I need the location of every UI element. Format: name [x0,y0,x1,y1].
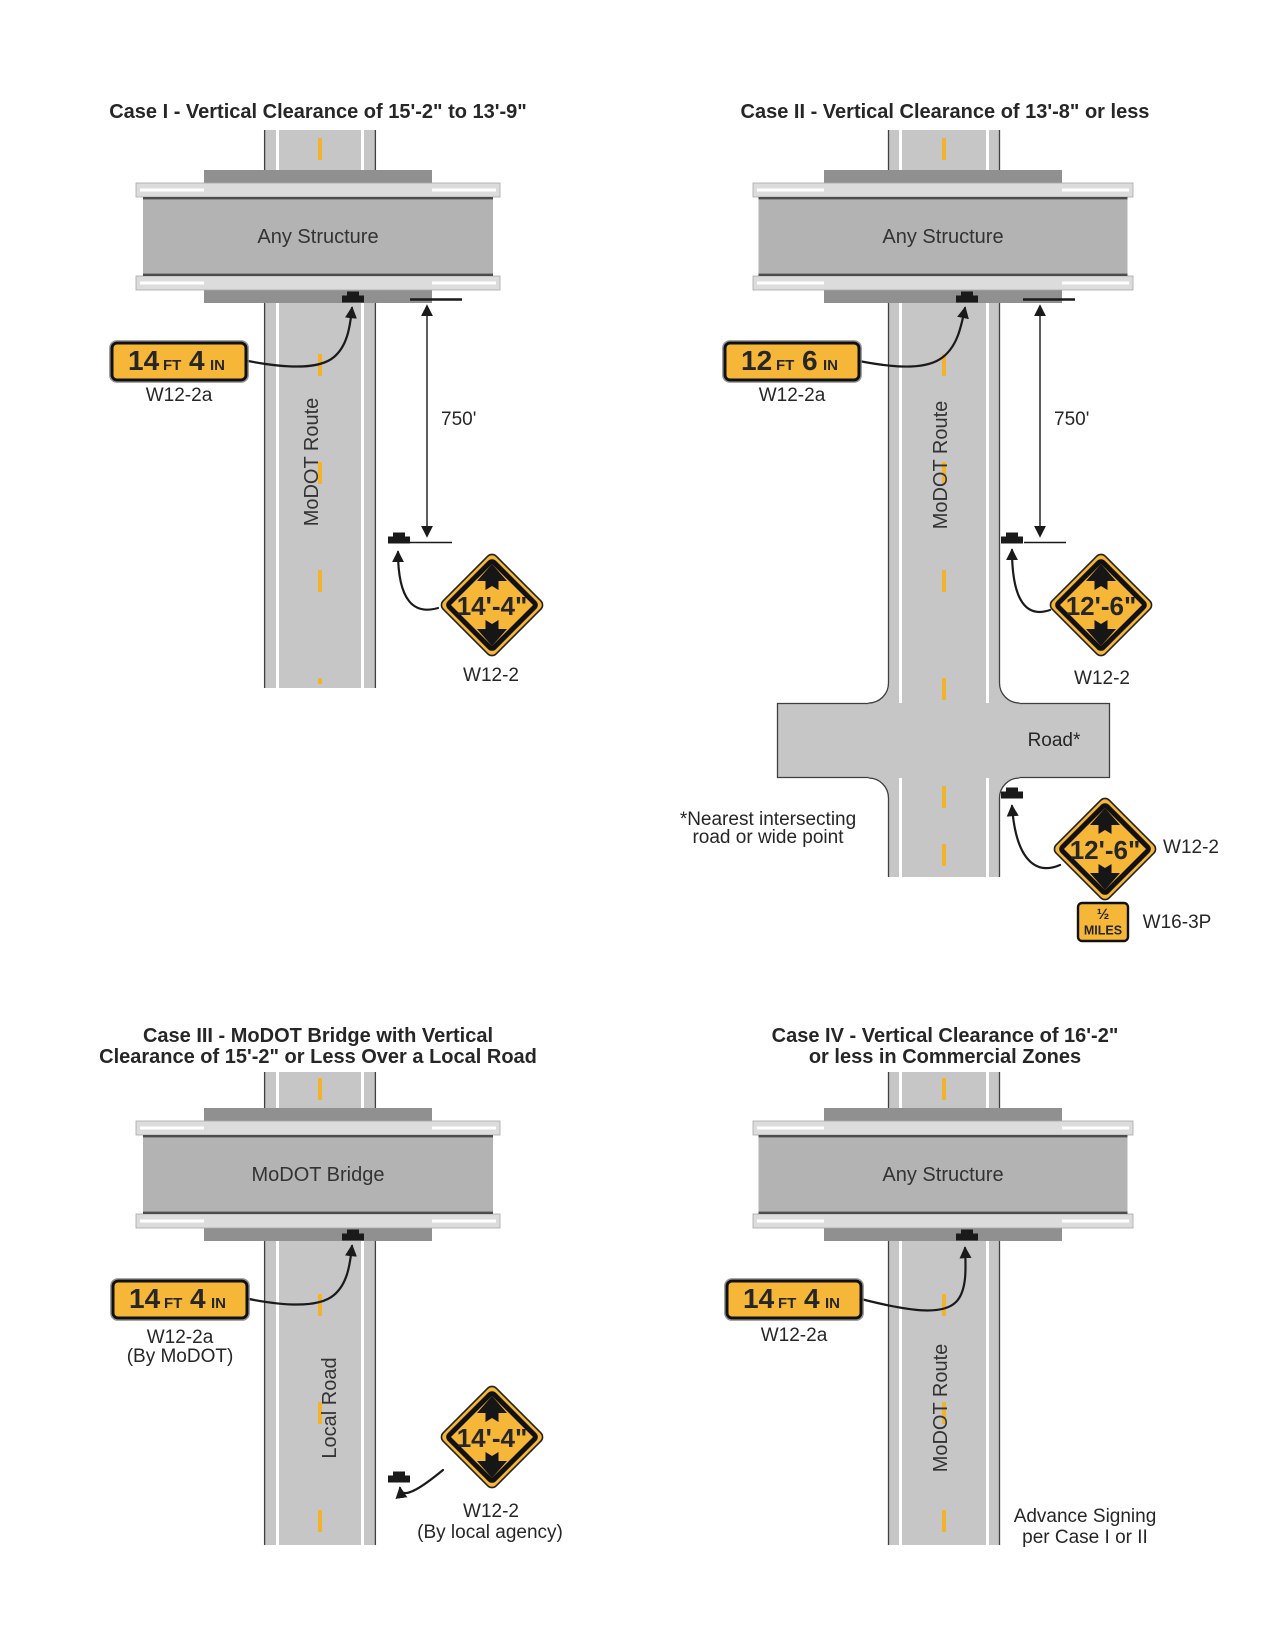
case-2-structure [753,170,1133,303]
plate-code-label: W12-2a [760,1325,828,1346]
footnote-line-1: *Nearest intersecting [679,809,857,830]
plaque-unit: MILES [1083,923,1123,938]
leader-arrow [1012,806,1060,868]
structure-label: Any Structure [882,1164,1004,1186]
diamond-code-label: W12-2 [463,1501,519,1522]
plate-code-label: W12-2a [146,1327,214,1348]
leader-arrow [1012,550,1050,612]
distance-dimension [1023,300,1089,543]
plaque-fraction: ½ [1096,906,1110,923]
case-1-title: Case I - Vertical Clearance of 15'-2" to 13'-9" [109,101,527,123]
w12-2-diamond-sign-2 [1052,796,1158,902]
advance-signing-note-1: Advance Signing [1013,1506,1157,1527]
w12-2-diamond-sign [439,552,545,658]
plate-code-label: W12-2a [145,385,213,406]
w12-2a-plate-sign [111,1279,249,1320]
plate-inches: 4 [189,345,205,376]
plate-ft-unit: FT [778,1295,797,1312]
plate-feet: 14 [743,1283,775,1314]
diamond-code-label: W12-2 [1074,668,1130,689]
plate-ft-unit: FT [776,357,795,374]
case-4 [725,1025,1157,1548]
plate-feet: 14 [128,345,160,376]
advance-signing-note-2: per Case I or II [1022,1527,1148,1548]
plaque-code-label: W16-3P [1142,912,1212,933]
leader-arrow [398,552,438,610]
distance-label: 750' [441,409,477,430]
case-2-title: Case II - Vertical Clearance of 13'-8" or less [740,101,1150,123]
case-3 [99,1025,563,1545]
cross-road-label: Road* [1027,730,1081,751]
plate-in-unit: IN [211,1295,226,1312]
sign-location-marker [388,533,410,544]
case-2 [680,101,1219,941]
plate-in-unit: IN [825,1295,840,1312]
case-1-structure [136,170,500,303]
plate-inches: 6 [802,345,818,376]
w12-2a-plate-sign [725,1279,863,1320]
case-3-title-line-2: Clearance of 15'-2" or Less Over a Local Road [99,1046,537,1068]
diamond-2-code-label: W12-2 [1163,837,1219,858]
diamond-clearance-text: 12'-6" [1069,835,1141,865]
case-4-title-line-2: or less in Commercial Zones [808,1046,1082,1068]
diamond-agency-note: (By local agency) [417,1522,563,1543]
diamond-clearance-text: 14'-4" [456,591,528,621]
plate-code-label: W12-2a [758,385,826,406]
diamond-clearance-text: 14'-4" [456,1423,528,1453]
case-4-title-line-1: Case IV - Vertical Clearance of 16'-2" [771,1025,1119,1047]
sign-location-marker [388,1472,410,1483]
structure-label: Any Structure [257,226,379,248]
case-1 [109,101,545,688]
plate-ft-unit: FT [164,1295,183,1312]
plate-in-unit: IN [823,357,838,374]
route-label: Local Road [319,1357,341,1459]
sign-location-marker-2 [1001,788,1023,799]
w12-2a-plate-sign [110,341,248,382]
w12-2-diamond-sign [1048,552,1154,658]
diamond-clearance-text: 12'-6" [1065,591,1137,621]
route-label: MoDOT Route [930,1343,952,1473]
w16-3p-plaque-sign [1078,903,1128,941]
plate-inches: 4 [804,1283,820,1314]
plate-in-unit: IN [210,357,225,374]
plate-inches: 4 [190,1283,206,1314]
case-3-structure [136,1108,500,1241]
route-label: MoDOT Route [930,400,952,530]
diamond-code-label: W12-2 [463,665,519,686]
plate-agency-note: (By MoDOT) [126,1346,234,1367]
structure-label: Any Structure [882,226,1004,248]
sign-location-marker [1001,533,1023,544]
plate-feet: 12 [741,345,773,376]
w12-2-diamond-sign [439,1384,545,1490]
w12-2a-plate-sign [723,341,861,382]
distance-dimension [410,300,476,543]
footnote-line-2: road or wide point [692,827,844,848]
distance-label: 750' [1054,409,1090,430]
case-3-title-line-1: Case III - MoDOT Bridge with Vertical [142,1025,494,1047]
route-label: MoDOT Route [301,397,323,527]
structure-label: MoDOT Bridge [251,1164,385,1186]
case-4-structure [753,1108,1133,1241]
plate-feet: 14 [129,1283,161,1314]
plate-ft-unit: FT [163,357,182,374]
